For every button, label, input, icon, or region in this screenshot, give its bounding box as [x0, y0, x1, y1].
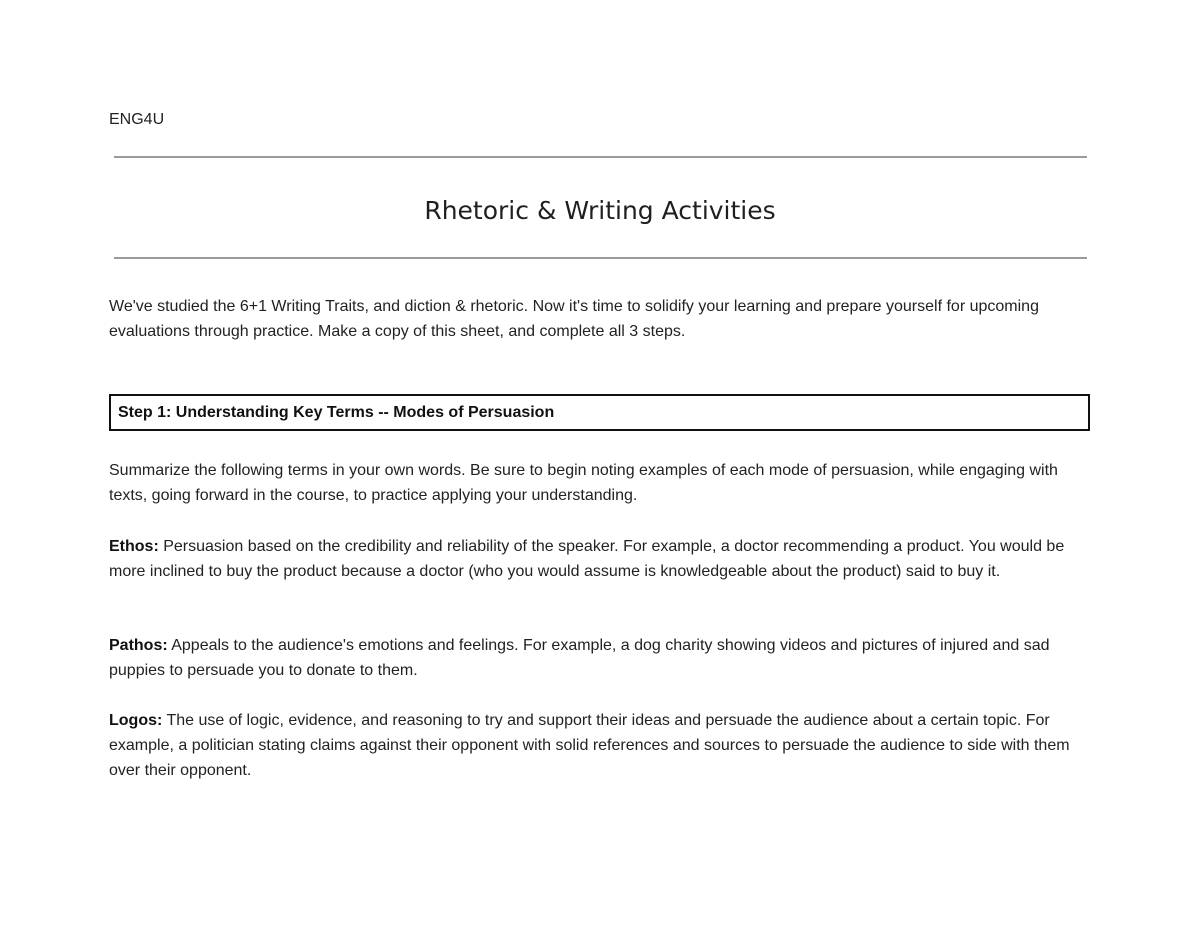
- term-logos: [109, 708, 1099, 783]
- term-definition: Persuasion based on the credibility and reliability of the speaker. For example, a doctor recommending a product. You would be more inclined to buy the product because a doctor (who you would assume is knowledgeable about the product) said to buy it.: [109, 538, 1065, 580]
- step-1-title: Step 1: Understanding Key Terms -- Modes of Persuasion: [118, 403, 555, 421]
- term-label: Logos:: [109, 712, 163, 729]
- title-divider-bottom: [114, 257, 1087, 259]
- term-label: Pathos:: [109, 637, 168, 654]
- term-definition: The use of logic, evidence, and reasoning to try and support their ideas and persuade the audience about a certain topic. For example, a politician stating claims against their opponent with solid references and sources to persuade the audience to side with them over their opponent.: [109, 712, 1070, 779]
- step-1-instructions: Summarize the following terms in your own words. Be sure to begin noting examples of each mode of persuasion, while engaging with texts, going forward in the course, to practice applying your understanding.: [109, 462, 1058, 504]
- intro-paragraph: We've studied the 6+1 Writing Traits, and diction & rhetoric. Now it's time to solidify your learning and prepare yourself for upcoming evaluations through practice. Make a copy of this sheet, and complete all 3 steps.: [109, 298, 1039, 340]
- course-code: ENG4U: [109, 111, 165, 128]
- document-title: Rhetoric & Writing Activities: [424, 196, 776, 225]
- step-1-heading-box: [109, 394, 1090, 431]
- term-pathos: [109, 633, 1099, 683]
- term-ethos: [109, 534, 1099, 584]
- title-divider-top: [114, 156, 1087, 158]
- term-definition: Appeals to the audience's emotions and feelings. For example, a dog charity showing videos and pictures of injured and sad puppies to persuade you to donate to them.: [109, 637, 1050, 679]
- term-label: Ethos:: [109, 538, 159, 555]
